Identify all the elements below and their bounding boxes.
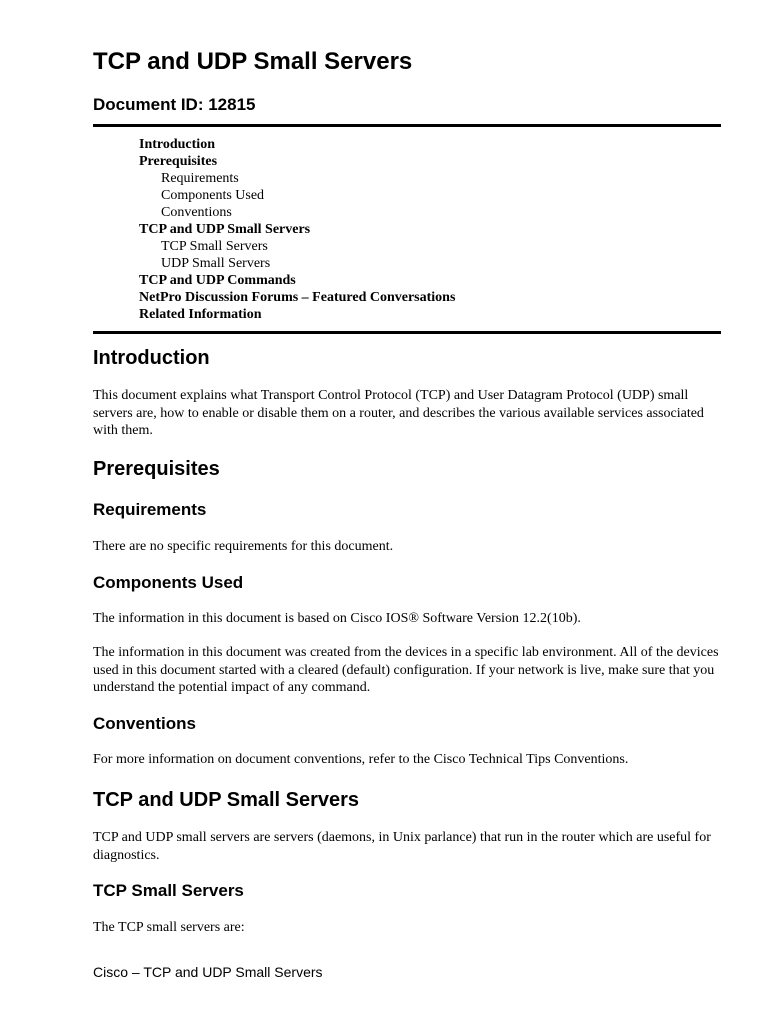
small-servers-paragraph: TCP and UDP small servers are servers (daemons, in Unix parlance) that run in the router which are useful for diagnostics. bbox=[93, 830, 711, 863]
heading-components-used: Components Used bbox=[93, 573, 244, 592]
toc-bottom-rule bbox=[93, 331, 721, 334]
conventions-paragraph: For more information on document conventions, refer to the Cisco Technical Tips Conventions. bbox=[93, 752, 629, 767]
toc-item[interactable]: Requirements bbox=[161, 171, 239, 186]
toc-item[interactable]: Related Information bbox=[139, 307, 262, 322]
toc-item[interactable]: Components Used bbox=[161, 188, 265, 203]
heading-introduction: Introduction bbox=[93, 347, 210, 369]
table-of-contents bbox=[139, 136, 455, 323]
introduction-paragraph: This document explains what Transport Control Protocol (TCP) and User Datagram Protocol (UDP) small servers are, how to enable or disable them on a router, and describes the various available services associated with them. bbox=[93, 388, 704, 438]
toc-item[interactable]: TCP and UDP Small Servers bbox=[139, 222, 311, 237]
heading-conventions: Conventions bbox=[93, 714, 196, 733]
page-footer: Cisco – TCP and UDP Small Servers bbox=[93, 964, 323, 980]
toc-item[interactable]: Prerequisites bbox=[139, 154, 218, 169]
document-id: Document ID: 12815 bbox=[93, 95, 256, 114]
components-paragraph-1: The information in this document is based on Cisco IOS® Software Version 12.2(10b). bbox=[93, 611, 581, 626]
heading-small-servers: TCP and UDP Small Servers bbox=[93, 789, 360, 811]
toc-item[interactable]: Introduction bbox=[139, 137, 215, 152]
tcp-small-servers-paragraph: The TCP small servers are: bbox=[93, 920, 245, 935]
heading-requirements: Requirements bbox=[93, 500, 207, 519]
heading-prerequisites: Prerequisites bbox=[93, 458, 220, 480]
heading-tcp-small-servers: TCP Small Servers bbox=[93, 881, 244, 900]
toc-top-rule bbox=[93, 124, 721, 127]
toc-item[interactable]: UDP Small Servers bbox=[161, 256, 271, 271]
toc-item[interactable]: TCP and UDP Commands bbox=[139, 273, 296, 288]
requirements-paragraph: There are no specific requirements for this document. bbox=[93, 539, 394, 554]
components-paragraph-2: The information in this document was created from the devices in a specific lab environment. All of the devices used in this document started with a cleared (default) configuration. If your network is live, make sure that you understand the potential impact of any command. bbox=[93, 645, 719, 695]
toc-item[interactable]: Conventions bbox=[161, 205, 232, 220]
toc-item[interactable]: TCP Small Servers bbox=[161, 239, 268, 254]
document-title: TCP and UDP Small Servers bbox=[93, 48, 413, 75]
toc-item[interactable]: NetPro Discussion Forums – Featured Conversations bbox=[139, 290, 456, 305]
